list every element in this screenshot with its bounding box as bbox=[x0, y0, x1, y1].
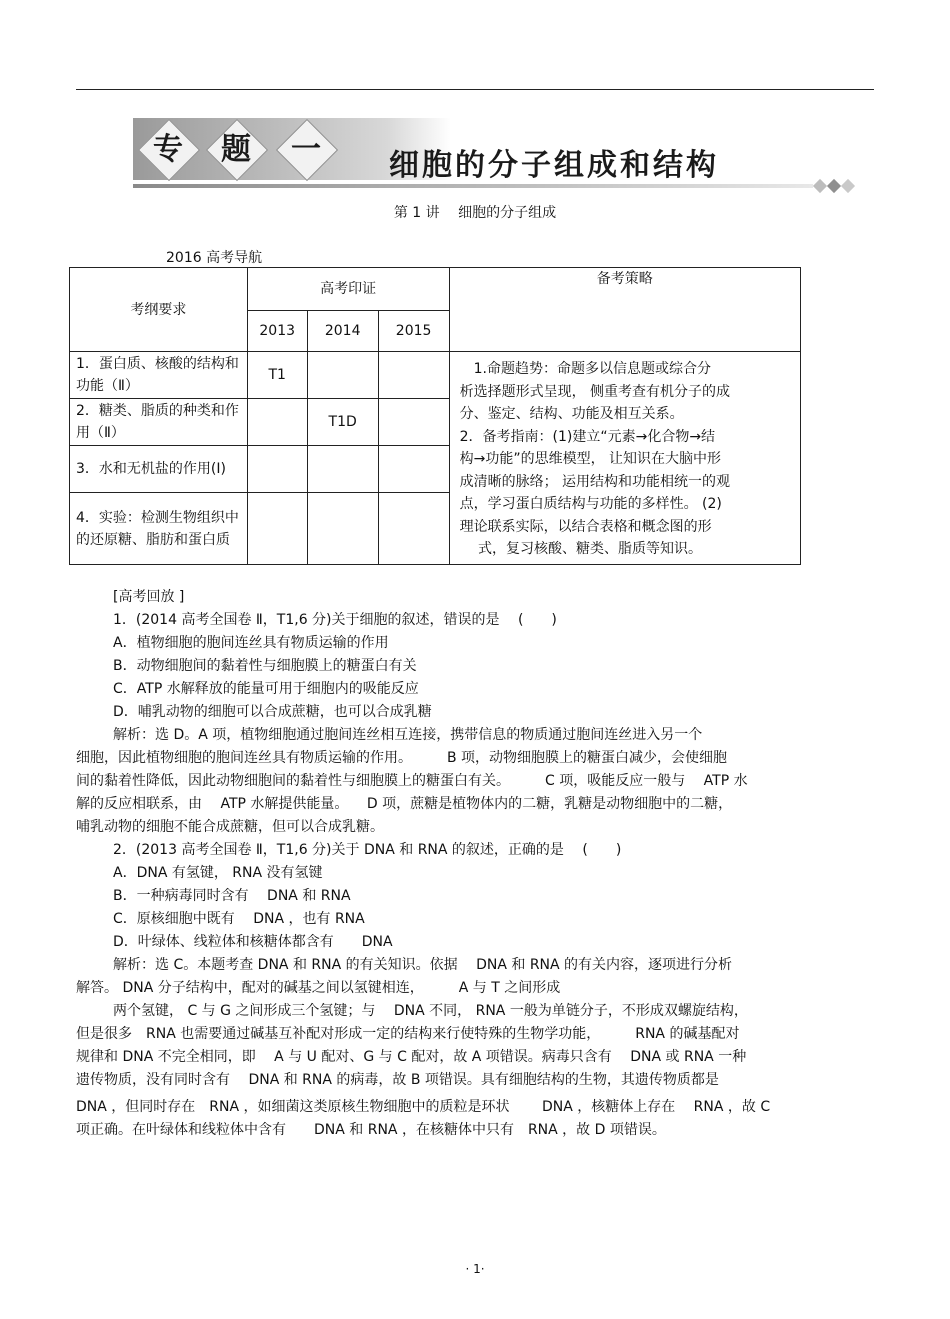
evidence-cell bbox=[307, 493, 378, 565]
lesson-title: 第 1 讲 细胞的分子组成 bbox=[393, 205, 557, 221]
evidence-cell bbox=[378, 493, 449, 565]
q2-analysis: 但是很多 RNA 也需要通过碱基互补配对形成一定的结构来行使特殊的生物学功能， RNA 的碱基配对 bbox=[76, 1026, 740, 1042]
banner-underline bbox=[133, 184, 813, 188]
req-cell: 3．水和无机盐的作用(Ⅰ) bbox=[70, 446, 248, 493]
q2-option: C．原核细胞中既有 DNA ，也有 RNA bbox=[113, 911, 365, 927]
evidence-cell bbox=[307, 446, 378, 493]
chapter-title: 细胞的分子组成和结构 bbox=[389, 148, 719, 183]
q1-option: D．哺乳动物的细胞可以合成蔗糖，也可以合成乳糖 bbox=[113, 704, 432, 720]
req-header: 考纲要求 bbox=[70, 268, 248, 352]
banner-char: 一 bbox=[291, 132, 321, 167]
decor-diamond-icon bbox=[813, 179, 827, 193]
q2-option: D．叶绿体、线粒体和核糖体都含有 DNA bbox=[113, 934, 393, 950]
q2-option: B．一种病毒同时含有 DNA 和 RNA bbox=[113, 888, 351, 904]
strategy-line: 成清晰的脉络； 运用结构和功能相统一的观 bbox=[459, 473, 731, 490]
strategy-header: 备考策略 bbox=[449, 268, 800, 352]
evidence-cell: T1 bbox=[247, 352, 307, 399]
strategy-line: 1.命题趋势：命题多以信息题或综合分 bbox=[459, 361, 711, 377]
req-cell: 4．实验：检测生物组织中的还原糖、脂肪和蛋白质 bbox=[70, 493, 248, 565]
q1-option: A．植物细胞的胞间连丝具有物质运输的作用 bbox=[113, 635, 389, 651]
q2-option: A．DNA 有氢键， RNA 没有氢键 bbox=[113, 865, 323, 881]
q2-analysis: 项正确。在叶绿体和线粒体中含有 DNA 和 RNA ，在核糖体中只有 RNA ，故 D 项错误。 bbox=[76, 1122, 666, 1138]
evidence-cell bbox=[378, 446, 449, 493]
q1-analysis: 间的黏着性降低，因此动物细胞间的黏着性与细胞膜上的糖蛋白有关。 C 项，吸能反应一般与 ATP 水 bbox=[76, 773, 748, 789]
banner-char: 题 bbox=[221, 132, 251, 167]
strategy-line: 分、鉴定、结构、功能及相互关系。 bbox=[459, 406, 684, 422]
q2-analysis: 两个氢键， C 与 G 之间形成三个氢键；与 DNA 不同， RNA 一般为单链分子，不形成双螺旋结构， bbox=[113, 1003, 748, 1019]
evidence-cell bbox=[378, 399, 449, 446]
decor-diamond-icon bbox=[841, 179, 855, 193]
q1-option: B．动物细胞间的黏着性与细胞膜上的糖蛋白有关 bbox=[113, 658, 417, 674]
nav-title: 2016 高考导航 bbox=[166, 250, 263, 266]
strategy-line: 式，复习核酸、糖类、脂质等知识。 bbox=[459, 541, 703, 557]
q2-analysis: 遗传物质，没有同时含有 DNA 和 RNA 的病毒，故 B 项错误。具有细胞结构的生物，其遗传物质都是 bbox=[76, 1072, 719, 1088]
decor-diamond-icon bbox=[827, 179, 841, 193]
strategy-line: 点，学习蛋白质结构与功能的多样性。 (2) bbox=[459, 496, 722, 512]
q1-analysis: 细胞，因此植物细胞的胞间连丝具有物质运输的作用。 B 项，动物细胞膜上的糖蛋白减少，会使细胞 bbox=[76, 750, 728, 766]
req-cell: 1．蛋白质、核酸的结构和功能（Ⅱ） bbox=[70, 352, 248, 399]
section-label: [高考回放 ] bbox=[113, 589, 185, 605]
banner-char: 专 bbox=[153, 132, 183, 167]
evidence-cell bbox=[247, 399, 307, 446]
header-rule bbox=[76, 89, 874, 90]
q1-analysis: 哺乳动物的细胞不能合成蔗糖，但可以合成乳糖。 bbox=[76, 819, 384, 835]
q2-analysis: DNA ，但同时存在 RNA ，如细菌这类原核生物细胞中的质粒是环状 DNA ，核糖体上存在 RNA ，故 C bbox=[76, 1099, 771, 1115]
page-number: · 1· bbox=[465, 1262, 485, 1276]
q1-analysis: 解析：选 D。A 项，植物细胞通过胞间连丝相互连接，携带信息的物质通过胞间连丝进入另一个 bbox=[113, 727, 703, 743]
q1-analysis: 解的反应相联系，由 ATP 水解提供能量。 D 项，蔗糖是植物体内的二糖，乳糖是动物细胞中的二糖， bbox=[76, 796, 733, 812]
year-2014: 2014 bbox=[307, 311, 378, 352]
q1-stem: 1．(2014 高考全国卷 Ⅱ，T1,6 分)关于细胞的叙述，错误的是 ( ) bbox=[113, 612, 557, 628]
evidence-cell: T1D bbox=[307, 399, 378, 446]
strategy-line: 构→功能”的思维模型， 让知识在大脑中形 bbox=[459, 451, 722, 467]
evidence-cell bbox=[378, 352, 449, 399]
year-2015: 2015 bbox=[378, 311, 449, 352]
evidence-cell bbox=[307, 352, 378, 399]
req-cell: 2．糖类、脂质的种类和作用（Ⅱ） bbox=[70, 399, 248, 446]
chapter-banner bbox=[133, 112, 853, 198]
q1-option: C．ATP 水解释放的能量可用于细胞内的吸能反应 bbox=[113, 681, 419, 697]
q2-analysis: 解析：选 C。本题考查 DNA 和 RNA 的有关知识。依据 DNA 和 RNA 的有关内容，逐项进行分析 bbox=[113, 957, 733, 973]
strategy-line: 析选择题形式呈现， 侧重考查有机分子的成 bbox=[459, 383, 731, 400]
q2-stem: 2．(2013 高考全国卷 Ⅱ，T1,6 分)关于 DNA 和 RNA 的叙述，正确的是 ( ) bbox=[113, 842, 622, 858]
strategy-line: 理论联系实际，以结合表格和概念图的形 bbox=[459, 518, 712, 535]
exam-guide-table bbox=[69, 267, 801, 565]
content-body bbox=[76, 586, 876, 1142]
q2-analysis: 解答。 DNA 分子结构中，配对的碱基之间以氢键相连， A 与 T 之间形成 bbox=[76, 980, 561, 996]
strategy-cell bbox=[449, 352, 800, 565]
strategy-line: 2．备考指南：(1)建立“元素→化合物→结 bbox=[459, 428, 716, 445]
q2-analysis: 规律和 DNA 不完全相同，即 A 与 U 配对、G 与 C 配对，故 A 项错误。病毒只含有 DNA 或 RNA 一种 bbox=[76, 1049, 747, 1065]
evidence-cell bbox=[247, 446, 307, 493]
evidence-header: 高考印证 bbox=[247, 268, 449, 311]
evidence-cell bbox=[247, 493, 307, 565]
year-2013: 2013 bbox=[247, 311, 307, 352]
